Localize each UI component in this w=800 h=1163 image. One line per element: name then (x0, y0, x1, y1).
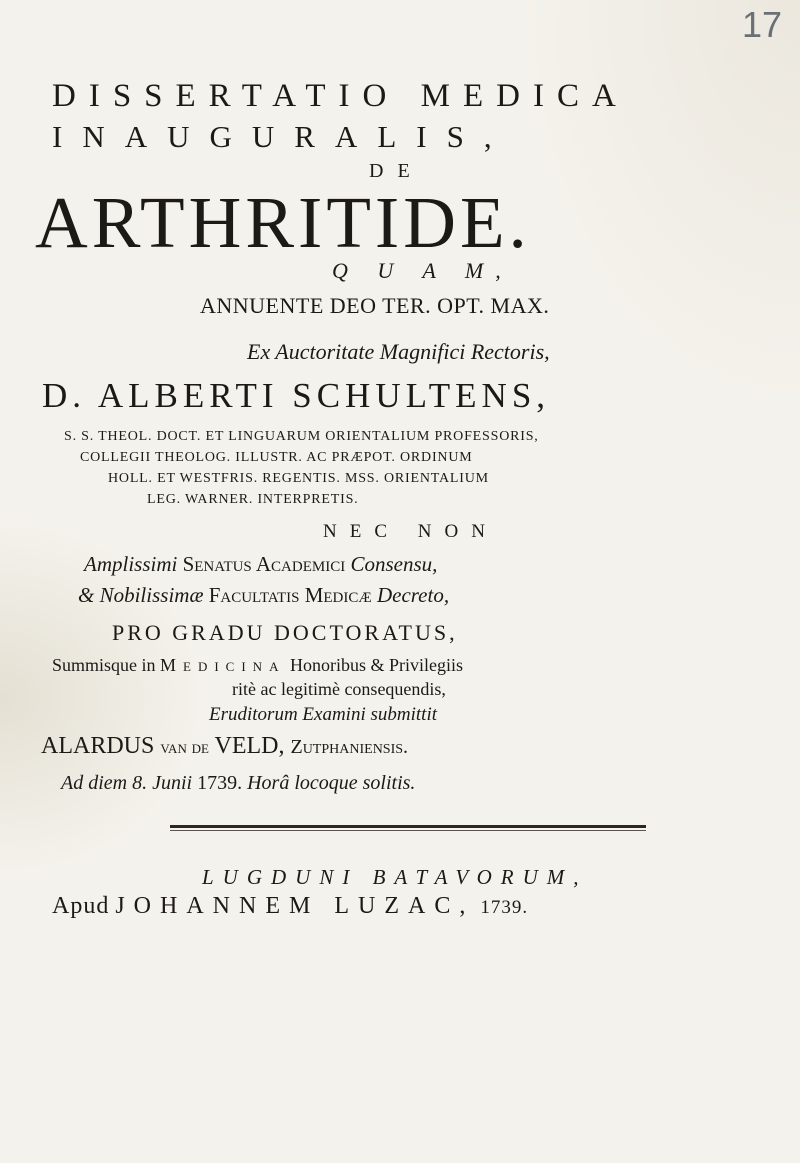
ad-diem-month: Junii (152, 772, 193, 794)
pro-gradu-line: PRO GRADU DOCTORATUS, (112, 620, 458, 645)
nec-non-line: NEC NON (323, 521, 498, 542)
title-inauguralis: INAUGURALIS, (52, 119, 512, 154)
rector-credentials-line: LEG. WARNER. INTERPRETIS. (147, 492, 359, 507)
summisque-before: Summisque in (52, 655, 156, 675)
facultas-line (78, 583, 449, 608)
annuente-line: ANNUENTE DEO TER. OPT. MAX. (200, 293, 550, 318)
facultas-prefix: & Nobilissimæ (78, 583, 204, 607)
rector-credentials-line: S. S. THEOL. DOCT. ET LINGUARUM ORIENTALIUM PROFESSORIS, (64, 429, 539, 444)
ad-diem-year: 1739. (197, 772, 243, 794)
ad-diem-line (61, 772, 415, 795)
facultas-suffix: Decreto, (376, 583, 450, 607)
rector-name: D. ALBERTI SCHULTENS, (42, 376, 551, 415)
senatus-prefix: Amplissimi (84, 552, 178, 576)
imprint-city: LUGDUNI BATAVORUM, (202, 865, 588, 889)
eruditorum-line: Eruditorum Examini submittit (209, 704, 437, 725)
imprint-year: 1739. (480, 897, 529, 918)
summisque-medicina: Medicina (160, 655, 286, 675)
title-de: DE (369, 160, 424, 182)
senatus-name: Senatus Academici (182, 552, 346, 576)
senatus-suffix: Consensu, (350, 552, 438, 576)
imprint-line (52, 893, 528, 920)
rite-line: ritè ac legitimè consequendis, (232, 679, 446, 699)
author-van-de: van de (160, 737, 209, 758)
ex-auctoritate-line: Ex Auctoritate Magnifici Rectoris, (247, 339, 550, 364)
quam-line: Q U A M, (332, 258, 513, 283)
author-line (41, 733, 408, 760)
author-name: ALARDUS (41, 733, 155, 759)
summisque-line (52, 655, 463, 676)
senatus-line (84, 552, 437, 577)
summisque-after: Honoribus & Privilegiis (289, 655, 463, 675)
imprint-apud: Apud (52, 893, 110, 919)
divider-rule (170, 825, 646, 828)
author-surname: VELD, (214, 733, 285, 759)
facultas-name: Facultatis Medicæ (208, 583, 372, 607)
ad-diem-text: Ad diem 8. (61, 772, 148, 794)
rector-credentials-line: HOLL. ET WESTFRIS. REGENTIS. MSS. ORIENTALIUM (108, 471, 489, 486)
title-arthritide: ARTHRITIDE. (35, 182, 531, 263)
title-dissertatio-medica: DISSERTATIO MEDICA (52, 78, 629, 114)
rector-credentials-line: COLLEGII THEOLOG. ILLUSTR. AC PRÆPOT. ORDINUM (80, 450, 473, 465)
page-number: 17 (741, 4, 782, 45)
divider-rule-thin (170, 830, 646, 831)
ad-diem-hora: Horâ locoque solitis. (247, 772, 416, 794)
author-origin: Zutphaniensis. (290, 736, 409, 758)
imprint-printer: JOHANNEM LUZAC, (115, 893, 475, 919)
